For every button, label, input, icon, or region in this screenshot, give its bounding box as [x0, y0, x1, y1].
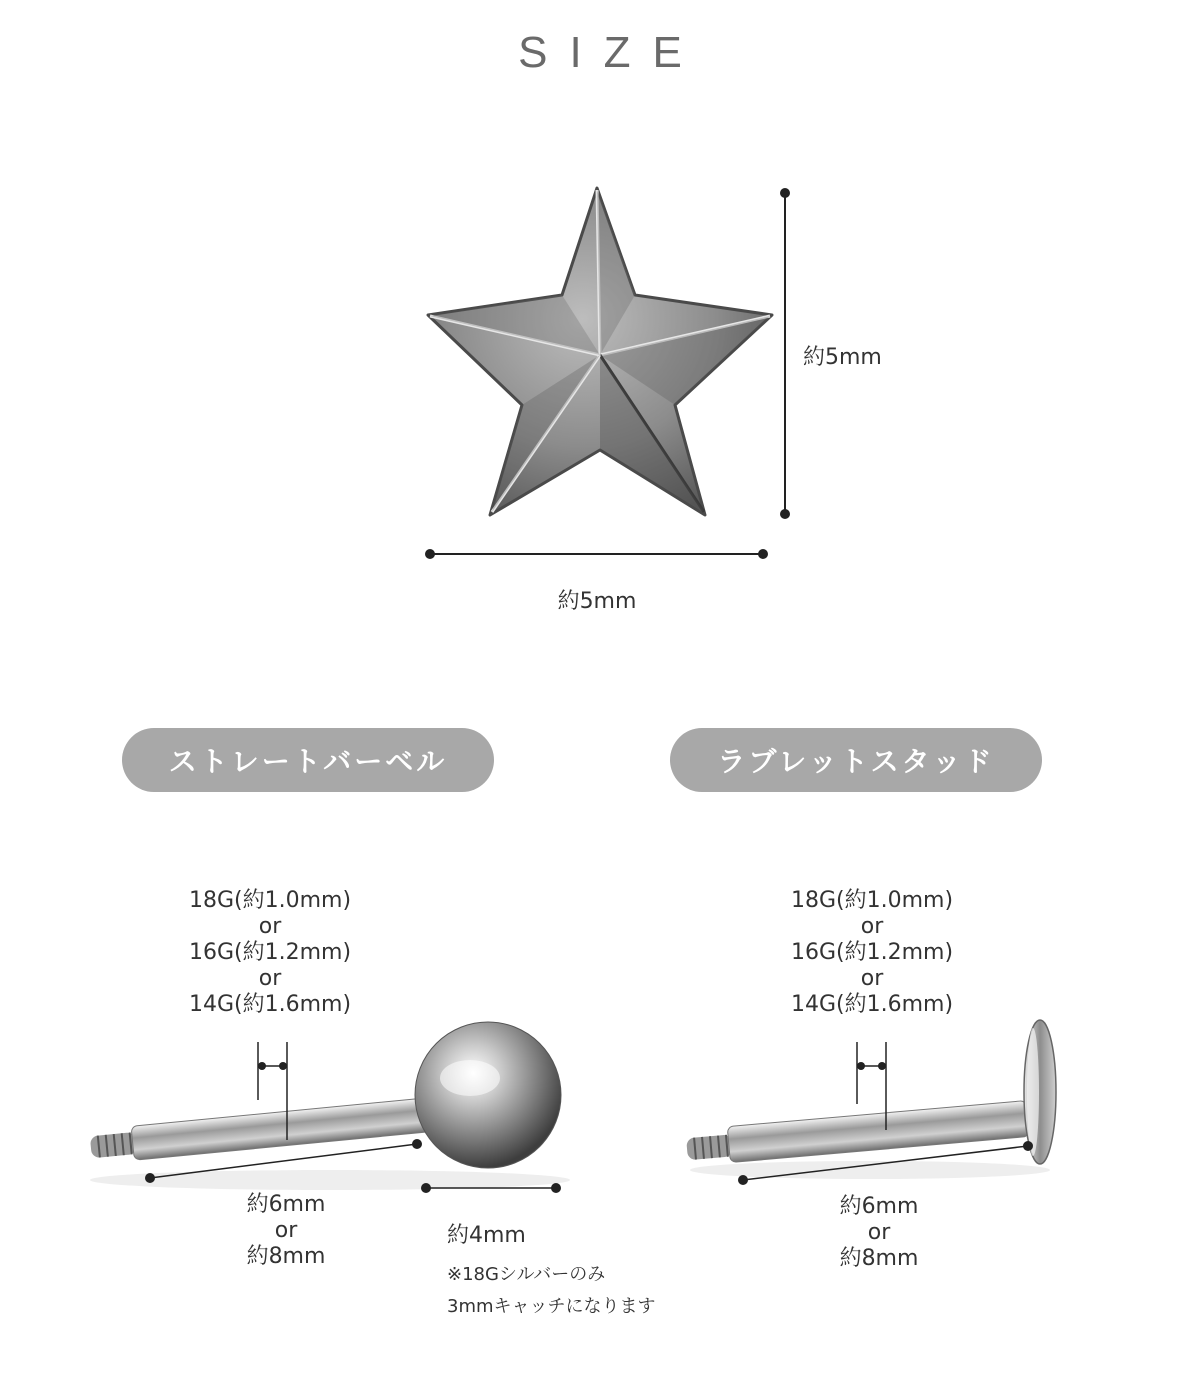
ball-size-label: 約4mm	[447, 1223, 526, 1248]
star-height-dimension	[780, 188, 790, 519]
left-gauge-18g: 18G(約1.0mm)	[188, 888, 352, 913]
right-gauge-or-1: or	[860, 914, 884, 939]
star-height-label: 約5mm	[803, 345, 882, 370]
star-width-dimension	[425, 549, 768, 559]
right-gauge-14g: 14G(約1.6mm)	[790, 992, 954, 1017]
left-length-or: or	[274, 1218, 298, 1243]
star-width-label: 約5mm	[557, 589, 637, 614]
labret-stud-pill: ラブレットスタッド	[670, 728, 1042, 792]
star-charm-image	[428, 188, 772, 515]
right-gauge-16g: 16G(約1.2mm)	[790, 940, 954, 965]
right-gauge-or-2: or	[860, 966, 884, 991]
left-gauge-14g: 14G(約1.6mm)	[188, 992, 352, 1017]
right-length-6mm: 約6mm	[839, 1194, 919, 1219]
left-gauge-or-1: or	[258, 914, 282, 939]
left-length-8mm: 約8mm	[246, 1244, 326, 1269]
page-title: SIZE	[518, 28, 704, 77]
left-gauge-or-2: or	[258, 966, 282, 991]
right-gauge-18g: 18G(約1.0mm)	[790, 888, 954, 913]
right-length-8mm: 約8mm	[839, 1246, 919, 1271]
left-gauge-16g: 16G(約1.2mm)	[188, 940, 352, 965]
right-gauge-list	[752, 888, 992, 1018]
note-line-1: ※18Gシルバーのみ	[447, 1264, 606, 1285]
straight-barbell-image	[89, 1022, 570, 1190]
left-length-6mm: 約6mm	[246, 1192, 326, 1217]
labret-stud-image	[685, 1020, 1056, 1179]
right-length-or: or	[867, 1220, 891, 1245]
note-line-2: 3mmキャッチになります	[447, 1296, 656, 1317]
left-gauge-list	[150, 888, 390, 1018]
left-length-list	[206, 1192, 366, 1270]
right-length-list	[799, 1194, 959, 1272]
straight-barbell-pill: ストレートバーベル	[122, 728, 494, 792]
